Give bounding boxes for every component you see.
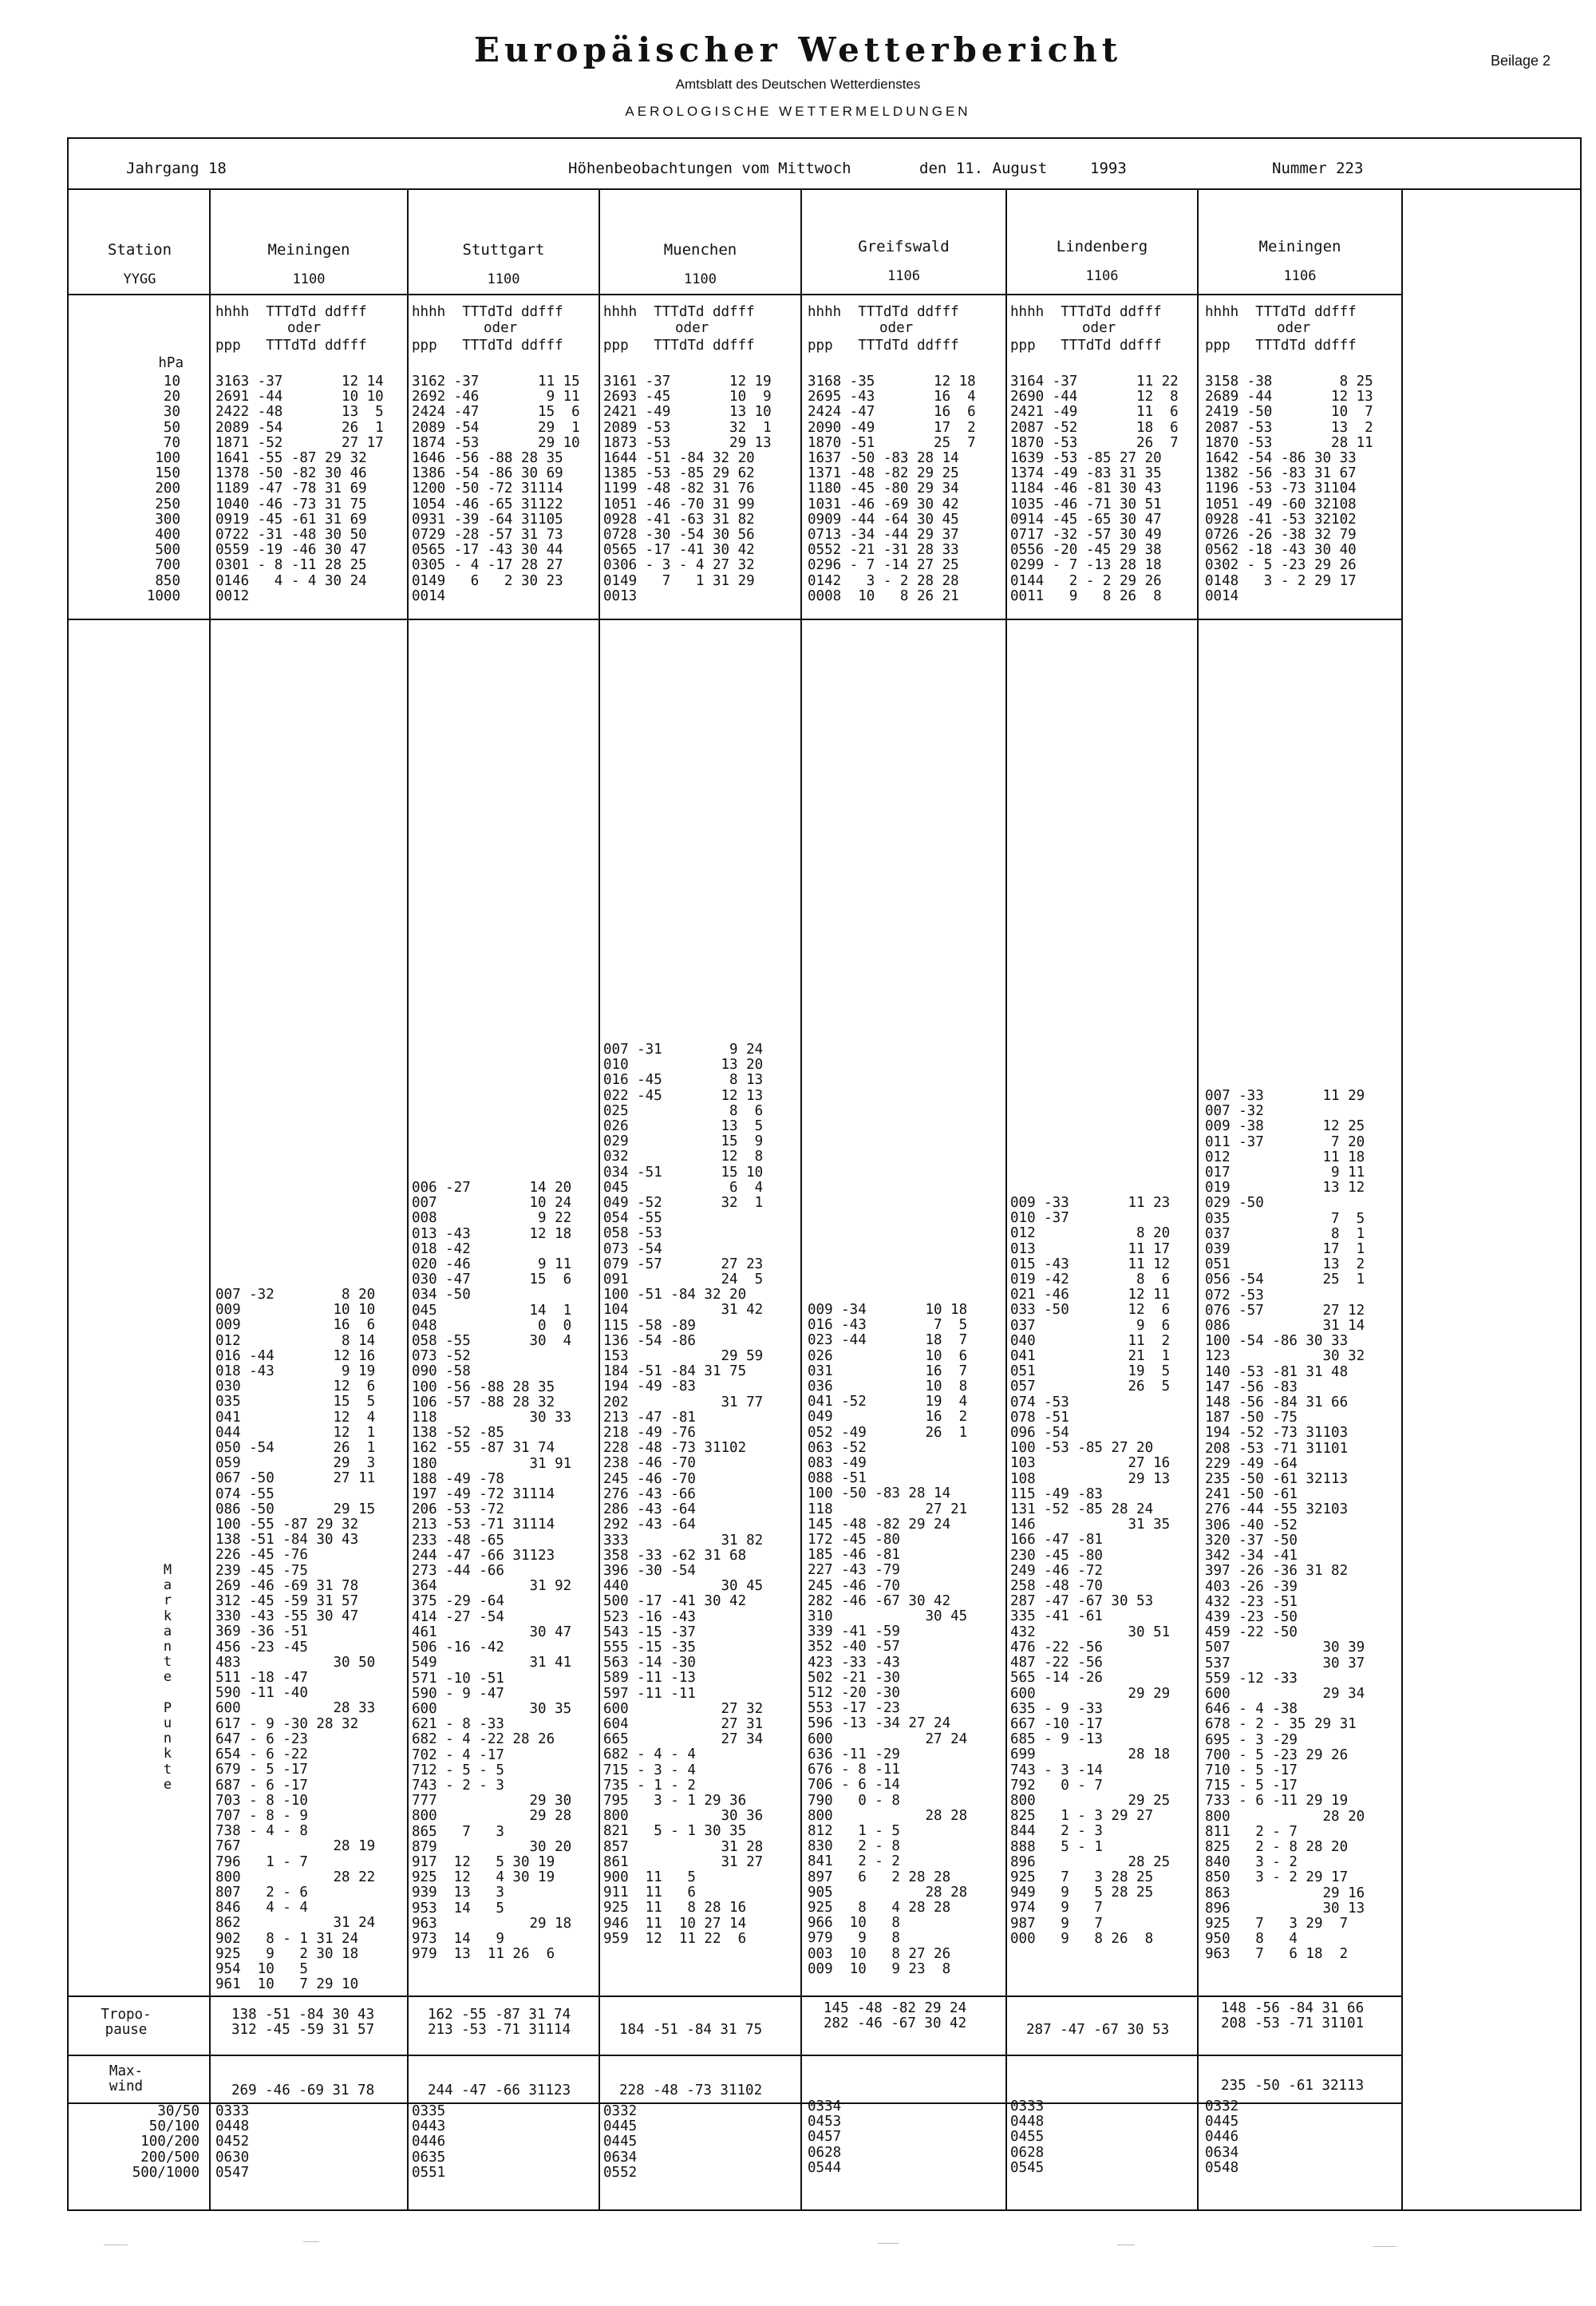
station-3-shear: 0332 0445 0445 0634 0552 xyxy=(603,2103,638,2181)
column-header: ppp TTTdTd ddfff xyxy=(808,338,959,354)
station-3-tropopause: 184 -51 -84 31 75 xyxy=(619,2022,763,2039)
column-header: oder xyxy=(879,320,914,336)
markante-punkte-label: M a r k a n t e P u n k t e xyxy=(163,1562,172,1793)
hpa-label: hPa xyxy=(158,355,184,371)
station-name-2: Stuttgart xyxy=(462,241,545,259)
station-time-1: 1100 xyxy=(292,271,326,287)
station-5-standard-levels: 3164 -37 11 22 2690 -44 12 8 2421 -49 11 6 2087 -52 18 6 1870 -53 26 7 1639 -53 -85 27 20 1374 -49 -83 31 35 1184 -46 -81 30 43 1035 -46 -71 30 51 0914 -45 -65 30 47 0717 -32 -57 30 49 0556 -20 -45 29 38 0299 - 7 -13 28 18 0144 2 - 2 29 26 0011 9 8 26 8 xyxy=(1010,374,1179,604)
report-heading: Höhenbeobachtungen vom Mittwoch xyxy=(568,160,851,177)
station-6-tropopause: 148 -56 -84 31 66 208 -53 -71 31101 xyxy=(1221,2000,1365,2032)
column-header: oder xyxy=(675,320,709,336)
column-header: oder xyxy=(484,320,518,336)
column-header: ppp TTTdTd ddfff xyxy=(603,338,755,354)
station-1-tropopause: 138 -51 -84 30 43 312 -45 -59 31 57 xyxy=(231,2007,375,2039)
document-title: Europäischer Wetterbericht xyxy=(473,30,1123,69)
station-3-maxwind: 228 -48 -73 31102 xyxy=(619,2083,763,2098)
station-6-significant-points: 007 -33 11 29 007 -32 009 -38 12 25 011 -37 7 20 012 11 18 017 9 11 019 13 12 029 -50 035 7 5 037 8 1 039 17 1 051 13 2 056 -54 25 1 072 -53 076 -57 27 12 086 31 14 100 -54 -86 30 33 123 30 32 140 -53 -81 31 48 147 -56 -83 148 -56 -84 31 66 187 -50 -75 194 -52 -73 31103 208 -53 -71 31101 229 -49 -64 235 -50 -61 32113 241 -50 -61 276 -44 -55 32103 306 -40 -52 320 -37 -50 342 -34 -41 397 -26 -36 31 82 403 -26 -39 432 -23 -51 439 -23 -50 459 -22 -50 507 30 39 537 30 37 559 -12 -33 600 29 34 646 - 4 -38 678 - 2 - 35 29 31 695 - 3 -29 700 - 5 -23 29 26 710 - 5 -17 715 - 5 -17 733 - 6 -11 29 19 800 28 20 811 2 - 7 825 2 - 8 28 20 840 3 - 2 850 3 - 2 29 17 863 29 16 896 30 13 925 7 3 29 7 950 8 4 963 7 6 18 2 xyxy=(1205,1088,1365,1963)
station-name-5: Lindenberg xyxy=(1056,238,1148,255)
station-5-tropopause: 287 -47 -67 30 53 xyxy=(1026,2022,1170,2039)
column-header: hhhh TTTdTd ddfff xyxy=(603,304,755,320)
column-header: oder xyxy=(287,320,322,336)
report-year: 1993 xyxy=(1090,160,1127,177)
station-1-shear: 0333 0448 0452 0630 0547 xyxy=(215,2103,250,2181)
column-header: hhhh TTTdTd ddfff xyxy=(808,304,959,320)
station-name-4: Greifswald xyxy=(858,238,950,255)
column-header: ppp TTTdTd ddfff xyxy=(412,338,563,354)
column-header: hhhh TTTdTd ddfff xyxy=(215,304,367,320)
jahrgang-label: Jahrgang 18 xyxy=(126,160,227,177)
column-divider xyxy=(209,188,211,2211)
maxwind-label: Max- wind xyxy=(109,2063,144,2095)
station-time-2: 1100 xyxy=(487,271,520,287)
station-2-maxwind: 244 -47 -66 31123 xyxy=(428,2083,571,2098)
station-3-standard-levels: 3161 -37 12 19 2693 -45 10 9 2421 -49 13 10 2089 -53 32 1 1873 -53 29 13 1644 -51 -84 32 20 1385 -53 -85 29 62 1199 -48 -82 31 76 1051 -46 -70 31 99 0928 -41 -63 31 82 0728 -30 -54 30 56 0565 -17 -41 30 42 0306 - 3 - 4 27 32 0149 7 1 31 29 0013 xyxy=(603,374,772,604)
column-divider xyxy=(1005,188,1007,2211)
column-divider xyxy=(407,188,409,2211)
station-1-maxwind: 269 -46 -69 31 78 xyxy=(231,2083,375,2098)
station-time-6: 1106 xyxy=(1283,268,1317,284)
column-header: ppp TTTdTd ddfff xyxy=(1205,338,1357,354)
column-header: ppp TTTdTd ddfff xyxy=(1010,338,1162,354)
station-5-shear: 0333 0448 0455 0628 0545 xyxy=(1010,2098,1045,2176)
station-name-3: Muenchen xyxy=(663,241,737,259)
station-time-3: 1100 xyxy=(684,271,717,287)
column-divider xyxy=(598,188,600,2211)
column-divider xyxy=(1197,188,1199,2211)
document-subtitle: Amtsblatt des Deutschen Wetterdienstes xyxy=(675,77,921,92)
report-number: Nummer 223 xyxy=(1272,160,1364,177)
station-2-standard-levels: 3162 -37 11 15 2692 -46 9 11 2424 -47 15 6 2089 -54 29 1 1874 -53 29 10 1646 -56 -88 28 35 1386 -54 -86 30 69 1200 -50 -72 31114 1054 -46 -65 31122 0931 -39 -64 31105 0729 -28 -57 31 73 0565 -17 -43 30 44 0305 - 4 -17 28 27 0149 6 2 30 23 0014 xyxy=(412,374,580,604)
column-header: oder xyxy=(1082,320,1116,336)
station-4-significant-points: 009 -34 10 18 016 -43 7 5 023 -44 18 7 026 10 6 031 16 7 036 10 8 041 -52 19 4 049 16 2 052 -49 26 1 063 -52 083 -49 088 -51 100 -50 -83 28 14 118 27 21 145 -48 -82 29 24 172 -45 -80 185 -46 -81 227 -43 -79 245 -46 -70 282 -46 -67 30 42 310 30 45 339 -41 -59 352 -40 -57 423 -33 -43 502 -21 -30 512 -20 -30 553 -17 -23 596 -13 -34 27 24 600 27 24 636 -11 -29 676 - 8 -11 706 - 6 -14 790 0 - 8 800 28 28 812 1 - 5 830 2 - 8 841 2 - 2 897 6 2 28 28 905 28 28 925 8 4 28 28 966 10 8 979 9 8 003 10 8 27 26 009 10 9 23 8 xyxy=(808,1302,968,1977)
column-divider xyxy=(800,188,802,2211)
pressure-levels: 10 20 30 50 70 100 150 200 250 300 400 500 700 850 1000 xyxy=(146,374,180,604)
station-6-standard-levels: 3158 -38 8 25 2689 -44 12 13 2419 -50 10 7 2087 -53 13 2 1870 -53 28 11 1642 -54 -86 30 33 1382 -56 -83 31 67 1196 -53 -73 31104 1051 -49 -60 32108 0928 -41 -53 32102 0726 -26 -38 32 79 0562 -18 -43 30 40 0302 - 5 -23 29 26 0148 3 - 2 29 17 0014 xyxy=(1205,374,1373,604)
tropopause-label: Tropo- pause xyxy=(101,2007,152,2039)
column-header: ppp TTTdTd ddfff xyxy=(215,338,367,354)
station-2-tropopause: 162 -55 -87 31 74 213 -53 -71 31114 xyxy=(428,2007,571,2039)
column-header: hhhh TTTdTd ddfff xyxy=(412,304,563,320)
station-2-shear: 0335 0443 0446 0635 0551 xyxy=(412,2103,446,2181)
station-6-maxwind: 235 -50 -61 32113 xyxy=(1221,2078,1365,2094)
scan-speck xyxy=(878,2243,899,2244)
significant-points-separator xyxy=(67,1996,1403,1997)
station-time-4: 1106 xyxy=(887,268,920,284)
maxwind-separator xyxy=(67,2102,1403,2104)
station-1-standard-levels: 3163 -37 12 14 2691 -44 10 10 2422 -48 13 5 2089 -54 26 1 1871 -52 27 17 1641 -55 -87 29 32 1378 -50 -82 30 46 1189 -47 -78 31 69 1040 -46 -73 31 75 0919 -45 -61 31 69 0722 -31 -48 30 50 0559 -19 -46 30 47 0301 - 8 -11 28 25 0146 4 - 4 30 24 0012 xyxy=(215,374,384,604)
station-4-shear: 0334 0453 0457 0628 0544 xyxy=(808,2098,842,2176)
header-separator xyxy=(67,294,1403,295)
column-header: hhhh TTTdTd ddfff xyxy=(1205,304,1357,320)
station-4-standard-levels: 3168 -35 12 18 2695 -43 16 4 2424 -47 16 6 2090 -49 17 2 1870 -51 25 7 1637 -50 -83 28 14 1371 -48 -82 29 25 1180 -45 -80 29 34 1031 -46 -69 30 42 0909 -44 -64 30 45 0713 -34 -44 29 37 0552 -21 -31 28 33 0296 - 7 -14 27 25 0142 3 - 2 28 28 0008 10 8 26 21 xyxy=(808,374,976,604)
column-divider xyxy=(1401,188,1403,2211)
station-5-significant-points: 009 -33 11 23 010 -37 012 8 20 013 11 17 015 -43 11 12 019 -42 8 6 021 -46 12 11 033 -50 12 6 037 9 6 040 11 2 041 21 1 051 19 5 057 26 5 074 -53 078 -51 096 -54 100 -53 -85 27 20 103 27 16 108 29 13 115 -49 -83 131 -52 -85 28 24 146 31 35 166 -47 -81 230 -45 -80 249 -46 -72 258 -48 -70 287 -47 -67 30 53 335 -41 -61 432 30 51 476 -22 -56 487 -22 -56 565 -14 -26 600 29 29 635 - 9 -33 667 -10 -17 685 - 9 -13 699 28 18 743 - 3 -14 792 0 - 7 800 29 25 825 1 - 3 29 27 844 2 - 3 888 5 - 1 896 28 25 925 7 3 28 25 949 9 5 28 25 974 9 7 987 9 7 000 9 8 26 8 xyxy=(1010,1195,1171,1947)
station-2-significant-points: 006 -27 14 20 007 10 24 008 9 22 013 -43 12 18 018 -42 020 -46 9 11 030 -47 15 6 034 -50 045 14 1 048 0 0 058 -55 30 4 073 -52 090 -58 100 -56 -88 28 35 106 -57 -88 28 32 118 30 33 138 -52 -85 162 -55 -87 31 74 180 31 91 188 -49 -78 197 -49 -72 31114 206 -53 -72 213 -53 -71 31114 233 -48 -65 244 -47 -66 31123 273 -44 -66 364 31 92 375 -29 -64 414 -27 -54 461 30 47 506 -16 -42 549 31 41 571 -10 -51 590 - 9 -47 600 30 35 621 - 8 -33 682 - 4 -22 28 26 702 - 4 -17 712 - 5 - 5 743 - 2 - 3 777 29 30 800 29 28 865 7 3 879 30 20 917 12 5 30 19 925 12 4 30 19 939 13 3 953 14 5 963 29 18 973 14 9 979 13 11 26 6 xyxy=(412,1180,572,1963)
beilage-label: Beilage 2 xyxy=(1491,53,1551,69)
tropopause-separator xyxy=(67,2055,1403,2056)
column-header: oder xyxy=(1277,320,1311,336)
station-name-1: Meiningen xyxy=(267,241,350,259)
station-4-tropopause: 145 -48 -82 29 24 282 -46 -67 30 42 xyxy=(824,2000,967,2032)
standard-levels-separator xyxy=(67,619,1403,620)
station-name-6: Meiningen xyxy=(1258,238,1341,255)
info-separator xyxy=(67,188,1582,190)
yygg-label: YYGG xyxy=(123,271,156,287)
shear-layers: 30/50 50/100 100/200 200/500 500/1000 xyxy=(132,2103,200,2181)
station-label: Station xyxy=(107,241,172,259)
column-header: hhhh TTTdTd ddfff xyxy=(1010,304,1162,320)
station-3-significant-points: 007 -31 9 24 010 13 20 016 -45 8 13 022 -45 12 13 025 8 6 026 13 5 029 15 9 032 12 8 034 -51 15 10 045 6 4 049 -52 32 1 054 -55 058 -53 073 -54 079 -57 27 23 091 24 5 100 -51 -84 32 20 104 31 42 115 -58 -89 136 -54 -86 153 29 59 184 -51 -84 31 75 194 -49 -83 202 31 77 213 -47 -81 218 -49 -76 228 -48 -73 31102 238 -46 -70 245 -46 -70 276 -43 -66 286 -43 -64 292 -43 -64 333 31 82 358 -33 -62 31 68 396 -30 -54 440 30 45 500 -17 -41 30 42 523 -16 -43 543 -15 -37 555 -15 -35 563 -14 -30 589 -11 -13 597 -11 -11 600 27 32 604 27 31 665 27 34 682 - 4 - 4 715 - 3 - 4 735 - 1 - 2 795 3 - 1 29 36 800 30 36 821 5 - 1 30 35 857 31 28 861 31 27 900 11 5 911 11 6 925 11 8 28 16 946 11 10 27 14 959 12 11 22 6 xyxy=(603,1042,764,1947)
station-time-5: 1106 xyxy=(1085,268,1119,284)
scan-speck xyxy=(303,2241,319,2242)
report-date: den 11. August xyxy=(919,160,1048,177)
station-1-significant-points: 007 -32 8 20 009 10 10 009 16 6 012 8 14 016 -44 12 16 018 -43 9 19 030 12 6 035 15 5 041 12 4 044 12 1 050 -54 26 1 059 29 3 067 -50 27 11 074 -55 086 -50 29 15 100 -55 -87 29 32 138 -51 -84 30 43 226 -45 -76 239 -45 -75 269 -46 -69 31 78 312 -45 -59 31 57 330 -43 -55 30 47 369 -36 -51 456 -23 -45 483 30 50 511 -18 -47 590 -11 -40 600 28 33 617 - 9 -30 28 32 647 - 6 -23 654 - 6 -22 679 - 5 -17 687 - 6 -17 703 - 8 -10 707 - 8 - 9 738 - 4 - 8 767 28 19 796 1 - 7 800 28 22 807 2 - 6 846 4 - 4 862 31 24 902 8 - 1 31 24 925 9 2 30 18 954 10 5 961 10 7 29 10 xyxy=(215,1287,376,1993)
station-6-shear: 0332 0445 0446 0634 0548 xyxy=(1205,2098,1239,2176)
section-title: AEROLOGISCHE WETTERMELDUNGEN xyxy=(625,104,971,119)
scan-speck xyxy=(1373,2246,1396,2247)
